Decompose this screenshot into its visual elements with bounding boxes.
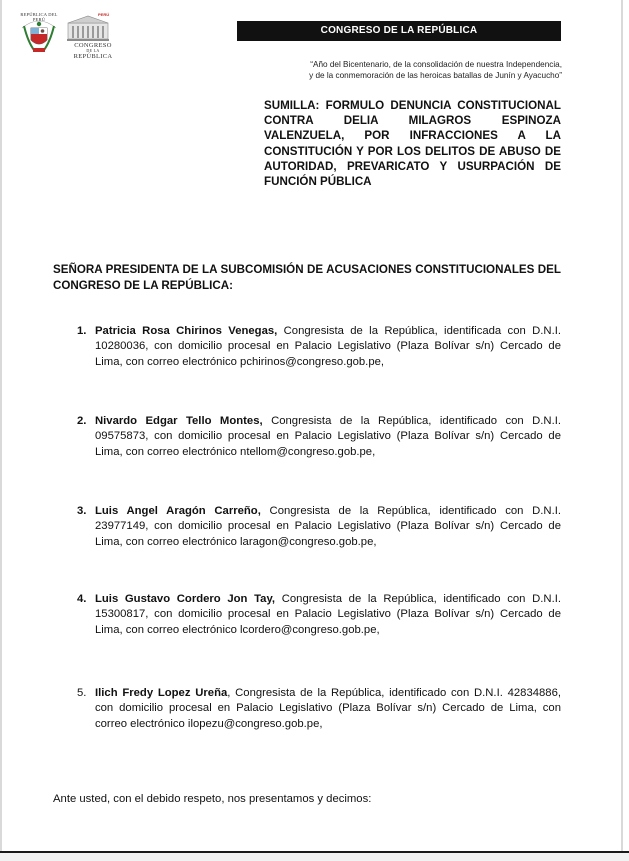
year-motto-line1: “Año del Bicentenario, de la consolidación de nuestra Independencia,	[310, 60, 562, 69]
signatory-details: , Congresista de la República, identificado con D.N.I. 42834886, con domicilio procesal en Palacio Legislativo (Plaza Bolívar s/n) Cercado de Lima, con correo electrónico ilopezu@congreso.gob.pe,	[95, 687, 561, 730]
signatory-details: Congresista de la República, identificado con D.N.I. 15300817, con domicilio procesal en Palacio Legislativo (Plaza Bolívar s/n) Cercado de Lima, con correo electrónico lcordero@congreso.gob.pe,	[95, 593, 561, 636]
signatory-name: Patricia Rosa Chirinos Venegas,	[95, 325, 278, 337]
congress-peru-tag: PERÚ	[98, 12, 110, 17]
list-item-number: 1.	[77, 325, 87, 337]
congress-logo-line1: CONGRESO	[74, 42, 112, 49]
closing-statement: Ante usted, con el debido respeto, nos presentamos y decimos:	[53, 793, 372, 805]
list-item	[78, 504, 561, 550]
signatory-details: Congresista de la República, identificado con D.N.I. 23977149, con domicilio procesal en Palacio Legislativo (Plaza Bolívar s/n) Cercado de Lima, con correo electrónico laragon@congreso.gob.pe,	[95, 505, 561, 548]
year-motto	[200, 59, 562, 81]
sumilla: SUMILLA: FORMULO DENUNCIA CONSTITUCIONAL CONTRA DELIA MILAGROS ESPINOZA VALENZUELA, POR INFRACCIONES A LA CONSTITUCIÓN Y POR LOS DELITOS DE ABUSO DE AUTORIDAD, PREVARICATO Y USURPACIÓN DE FUNCIÓN PÚBLICA	[264, 99, 561, 189]
list-item	[78, 414, 561, 460]
list-item-number: 3.	[77, 505, 87, 517]
signatory-name: Luis Angel Aragón Carreño,	[95, 505, 261, 517]
list-item	[78, 324, 561, 370]
page-edge-left	[0, 0, 2, 851]
congress-logo-prep: DE LA	[86, 48, 100, 53]
page-bottom-divider	[0, 851, 629, 861]
list-item-number: 5.	[77, 687, 87, 699]
congress-building-icon	[66, 14, 110, 42]
list-item-number: 4.	[77, 593, 87, 605]
page-edge-right	[621, 0, 623, 851]
congress-logo	[62, 12, 120, 58]
signatory-details: Congresista de la República, identificado con D.N.I. 09575873, con domicilio procesal en Palacio Legislativo (Plaza Bolívar s/n) Cercado de Lima, con correo electrónico ntellom@congreso.gob.pe,	[95, 415, 561, 458]
signatory-details: Congresista de la República, identificada con D.N.I. 10280036, con domicilio procesal en Palacio Legislativo (Plaza Bolívar s/n) Cercado de Lima, con correo electrónico pchirinos@congreso.gob.pe,	[95, 325, 561, 368]
list-item	[78, 592, 561, 638]
year-motto-line2: y de la conmemoración de las heroicas batallas de Junín y Ayacucho”	[309, 71, 562, 80]
addressee: SEÑORA PRESIDENTA DE LA SUBCOMISIÓN DE ACUSACIONES CONSTITUCIONALES DEL CONGRESO DE LA REPÚBLICA:	[53, 263, 561, 292]
congress-logo-name	[68, 42, 118, 60]
list-item	[78, 686, 561, 732]
coat-arc-text: REPÚBLICA DEL PERÚ	[20, 12, 58, 22]
header-title-bar: CONGRESO DE LA REPÚBLICA	[237, 21, 561, 41]
signatory-name: Luis Gustavo Cordero Jon Tay,	[95, 593, 276, 605]
signatory-name: Ilich Fredy Lopez Ureña	[95, 687, 228, 699]
list-item-number: 2.	[77, 415, 87, 427]
congress-logo-line2: REPÚBLICA	[73, 53, 113, 60]
signatory-name: Nivardo Edgar Tello Montes,	[95, 415, 263, 427]
peru-coat-of-arms	[16, 12, 62, 58]
